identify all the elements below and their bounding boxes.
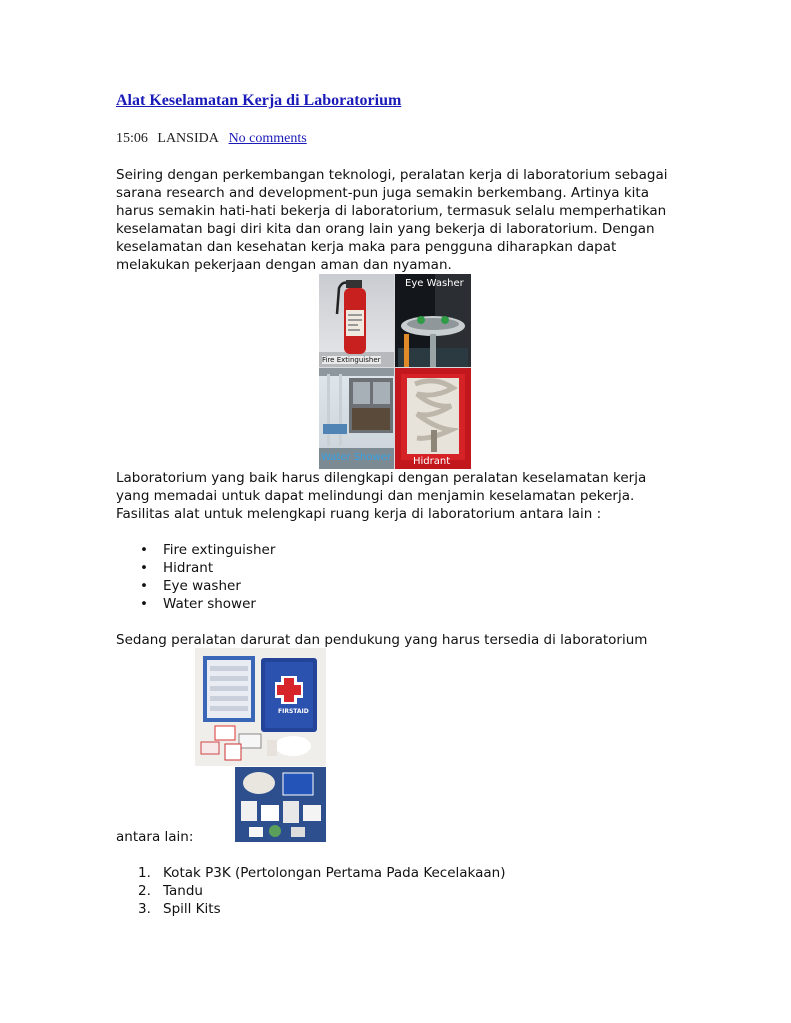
list-item-text: Spill Kits [163, 901, 221, 917]
list-item-text: Water shower [163, 596, 256, 612]
list-item-text: Kotak P3K (Pertolongan Pertama Pada Kecelakaan) [163, 865, 506, 881]
comments-link[interactable]: No comments [228, 131, 307, 146]
hidrant-caption: Hidrant [413, 456, 451, 467]
eye-washer-photo [395, 274, 471, 367]
facilities-line: yang memadai untuk dapat melindungi dan menjamin keselamatan pekerja. [116, 488, 635, 504]
safety-equipment-image [319, 274, 471, 469]
water-shower-caption: Water Shower [321, 452, 391, 463]
post-title-link[interactable]: Alat Keselamatan Kerja di Laboratorium [116, 92, 402, 109]
intro-paragraph [116, 166, 676, 274]
list-item-text: Hidrant [163, 560, 214, 576]
list-item: • Water shower [140, 596, 256, 612]
list-item: • Hidrant [140, 560, 214, 576]
facilities-list [116, 541, 275, 613]
emergency-intro-text: Sedang peralatan darurat dan pendukung yang harus tersedia di laboratorium [116, 632, 648, 648]
emergency-tail [116, 828, 676, 846]
post-meta [116, 131, 307, 147]
list-item: 2. Tandu [138, 883, 203, 899]
list-item-text: Fire extinguisher [163, 542, 276, 558]
list-item-text: Tandu [163, 883, 203, 899]
water-shower-photo [319, 368, 394, 469]
intro-line: melakukan pekerjaan dengan aman dan nyaman. [116, 257, 452, 273]
intro-line: sarana research and development-pun juga semakin berkembang. Artinya kita [116, 185, 649, 201]
emergency-tail-text: antara lain: [116, 829, 194, 845]
facilities-line: Laboratorium yang baik harus dilengkapi dengan peralatan keselamatan kerja [116, 470, 647, 486]
post-author: LANSIDA [157, 131, 219, 146]
emergency-list [116, 864, 506, 918]
intro-line: keselamatan dan kesehatan kerja maka para pengguna diharapkan dapat [116, 239, 617, 255]
intro-line: keselamatan bagi diri kita dan orang lain yang bekerja di laboratorium. Dengan [116, 221, 655, 237]
fire-extinguisher-photo [319, 274, 394, 367]
first-aid-kit-image [195, 648, 326, 766]
list-item: 3. Spill Kits [138, 901, 221, 917]
list-item: 1. Kotak P3K (Pertolongan Pertama Pada Kecelakaan) [138, 865, 506, 881]
intro-line: harus semakin hati-hati bekerja di laboratorium, termasuk selalu memperhatikan [116, 203, 667, 219]
fire-extinguisher-caption: Fire Extinguisher [322, 356, 381, 364]
list-item: • Eye washer [140, 578, 241, 594]
intro-line: Seiring dengan perkembangan teknologi, peralatan kerja di laboratorium sebagai [116, 167, 668, 183]
list-item: • Fire extinguisher [140, 542, 276, 558]
post-time: 15:06 [116, 131, 148, 146]
facilities-line: Fasilitas alat untuk melengkapi ruang kerja di laboratorium antara lain : [116, 506, 602, 522]
emergency-intro [116, 631, 676, 649]
facilities-paragraph [116, 469, 676, 523]
list-item-text: Eye washer [163, 578, 241, 594]
hidrant-photo [395, 368, 471, 469]
firstaid-label: FIRSTAID [278, 708, 309, 715]
eye-washer-caption: Eye Washer [405, 278, 464, 289]
